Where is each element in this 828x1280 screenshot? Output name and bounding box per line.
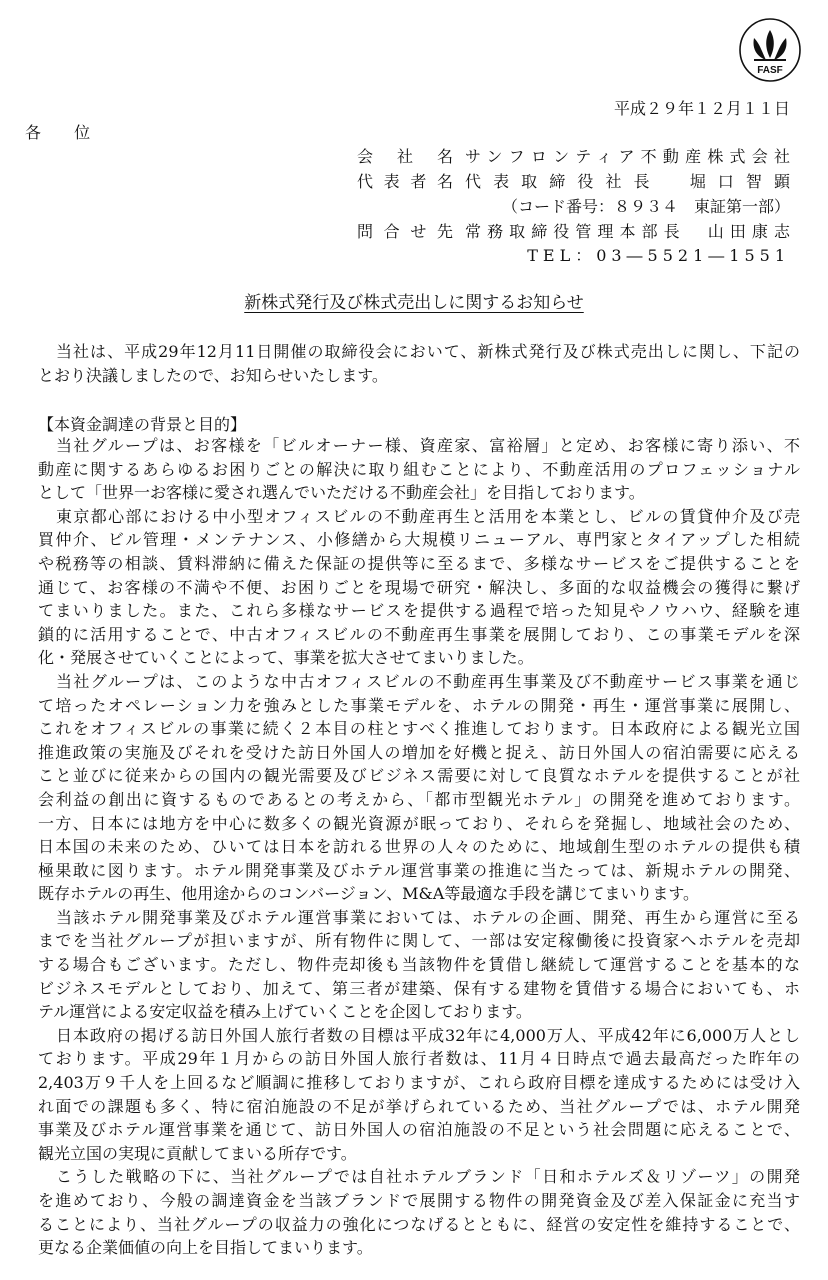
paragraph: [38, 505, 800, 670]
info-label: [357, 194, 453, 218]
info-value: （コード番号：８９３４ 東証第一部）: [501, 197, 790, 216]
paragraph: [38, 906, 800, 1024]
paragraph-line: 観光立国の実現に貢献してまいる所存です。: [38, 1143, 357, 1163]
intro-paragraph: [38, 340, 800, 387]
paragraph-line: 推進政策の実施及びそれを受けた訪日外国人の増加を好機と捉え、訪日外国人の宿泊需要に応える: [38, 742, 800, 762]
paragraph-line: 既存ホテルの再生、他用途からのコンバージョン、M&A等最適な手段を講じてまいります。: [38, 884, 700, 904]
intro-line: とおり決議しましたので、お知らせいたします。: [38, 365, 388, 385]
paragraph-line: ております。平成29年１月からの訪日外国人旅行者数は、11月４日時点で過去最高だった昨年の: [38, 1049, 800, 1069]
paragraph-line: て培ったオペレーション力を強みとした事業モデルを、ホテルの開発・再生・運営事業に展開し、: [38, 695, 800, 715]
paragraph-line: を進めており、今般の調達資金を当該ブランドで展開する物件の開発資金及び差入保証金に充当す: [38, 1191, 800, 1210]
paragraph: [38, 434, 800, 505]
paragraph: [38, 1024, 800, 1166]
info-value: サンフロンティア不動産株式会社: [465, 147, 790, 166]
info-label: [357, 243, 453, 267]
section-heading: 【本資金調達の背景と目的】: [38, 415, 247, 434]
info-label: 問合せ先: [357, 222, 453, 241]
paragraph-line: 日本国の未来のため、ひいては日本を訪れる世界の人々のために、地域創生型のホテルの提供も積: [38, 837, 800, 857]
info-label: 会社名: [357, 147, 453, 166]
logo-text: FASF: [757, 65, 783, 76]
paragraph-line: 買仲介、ビル管理・メンテナンス、小修繕から大規模リニューアル、専門家とタイアップした相続: [38, 530, 800, 550]
paragraph-line: ビジネスモデルとしており、加えて、第三者が建築、保有する建物を賃借する場合においても、ホ: [38, 978, 800, 998]
phone-row: [357, 243, 790, 267]
paragraph-line: 会利益の創出に資するものであるとの考えから、「都市型観光ホテル」の開発を進めております。: [38, 789, 800, 809]
document-title: 新株式発行及び株式売出しに関するお知らせ: [244, 293, 584, 313]
representative-row: [357, 169, 790, 193]
document-title-row: [0, 288, 828, 313]
paragraph-line: 事業及びホテル運営事業を通じて、訪日外国人の宿泊施設の不足という社会問題に応えることで、: [38, 1120, 800, 1140]
paragraph-line: ることにより、当社グループの収益力の強化につなげるとともに、経営の安定性を維持することで、: [38, 1214, 800, 1234]
info-value: TEL：03―5521―1551: [527, 246, 790, 265]
paragraph-line: 2,403万９千人を上回るなど順調に推移しておりますが、これら政府目標を達成するためには受け入: [38, 1073, 800, 1093]
paragraph-line: 当該ホテル開発事業及びホテル運営事業においては、ホテルの企画、開発、再生から運営に至る: [56, 907, 800, 927]
paragraph-line: として「世界一お客様に愛され選んでいただける不動産会社」を目指しております。: [38, 483, 645, 503]
paragraph-line: 極果敢に図ります。ホテル開発事業及びホテル運営事業の推進に当たっては、新規ホテルの開発、: [38, 860, 800, 880]
paragraph-line: 鎖的に活用することで、中古オフィスビルの不動産再生事業を展開しており、この事業モデルを深: [38, 624, 800, 644]
contact-row: [357, 219, 790, 243]
paragraph-line: 東京都心部における中小型オフィスビルの不動産再生と活用を本業とし、ビルの賃貸仲介及び売: [56, 506, 800, 526]
paragraph-line: これをオフィスビルの事業に続く２本目の柱とすべく推進しております。日本政府による観光立国: [38, 719, 800, 739]
paragraph-line: 当社グループは、お客様を「ビルオーナー様、資産家、富裕層」と定め、お客様に寄り添い、不: [56, 436, 800, 455]
paragraph-line: 更なる企業価値の向上を目指してまいります。: [38, 1238, 373, 1258]
paragraph-line: 日本政府の掲げる訪日外国人旅行者数の目標は平成32年に4,000万人、平成42年に6,000万人とし: [56, 1025, 800, 1045]
info-value: 代表取締役社長 堀口智顕: [465, 172, 790, 191]
addressee: 各 位: [25, 123, 105, 142]
info-value: 常務取締役管理本部長 山田康志: [465, 222, 790, 241]
paragraph-line: する場合もございます。ただし、物件売却後も当該物件を賃借し継続して運営することを基本的な: [38, 955, 800, 975]
stock-code-row: [357, 194, 790, 218]
fasf-logo: [738, 18, 802, 82]
paragraph-line: こと並びに従来からの国内の観光需要及びビジネス需要に対して良質なホテルを提供することが社: [38, 766, 800, 786]
paragraph-line: テル運営による安定収益を積み上げていくことを企図しております。: [38, 1002, 532, 1022]
paragraph-line: こうした戦略の下に、当社グループでは自社ホテルブランド「日和ホテルズ＆リゾーツ」の開発: [56, 1167, 800, 1187]
info-label: 代表者名: [357, 172, 453, 191]
paragraph-line: 化・発展させていくことによって、事業を拡大させてまいりました。: [38, 648, 534, 668]
paragraph-line: までを当社グループが担いますが、所有物件に関して、一部は安定稼働後に投資家へホテルを売却: [38, 931, 800, 951]
body-text: [38, 434, 800, 1260]
paragraph-line: れ面での課題も多く、特に宿泊施設の不足が挙げられているため、当社グループでは、ホテル開発: [38, 1096, 800, 1116]
intro-line: 当社は、平成29年12月11日開催の取締役会において、新株式発行及び株式売出しに関し、下記の: [56, 342, 800, 361]
paragraph-line: 通じて、お客様の不満や不便、お困りごとを現場で研究・解決し、多面的な収益機会の獲得に繋げ: [38, 577, 800, 597]
paragraph: [38, 1165, 800, 1259]
paragraph: [38, 670, 800, 906]
paragraph-line: てまいりました。また、これら多様なサービスを提供する過程で培った知見やノウハウ、経験を連: [38, 601, 800, 621]
paragraph-line: 動産に関するあらゆるお困りごとの解決に取り組むことにより、不動産活用のプロフェッショナル: [38, 459, 800, 479]
paragraph-line: 当社グループは、このような中古オフィスビルの不動産再生事業及び不動産サービス事業を通じ: [56, 671, 800, 691]
document-date: 平成２９年１２月１１日: [613, 99, 790, 118]
company-name-row: [357, 144, 790, 168]
paragraph-line: や税務等の相談、賃料滞納に備えた保証の提供等に至るまで、多様なサービスをご提供することを: [38, 553, 800, 573]
paragraph-line: 一方、日本には地方を中心に数多くの観光資源が眠っており、それらを発掘し、地域社会のため、: [38, 813, 800, 833]
